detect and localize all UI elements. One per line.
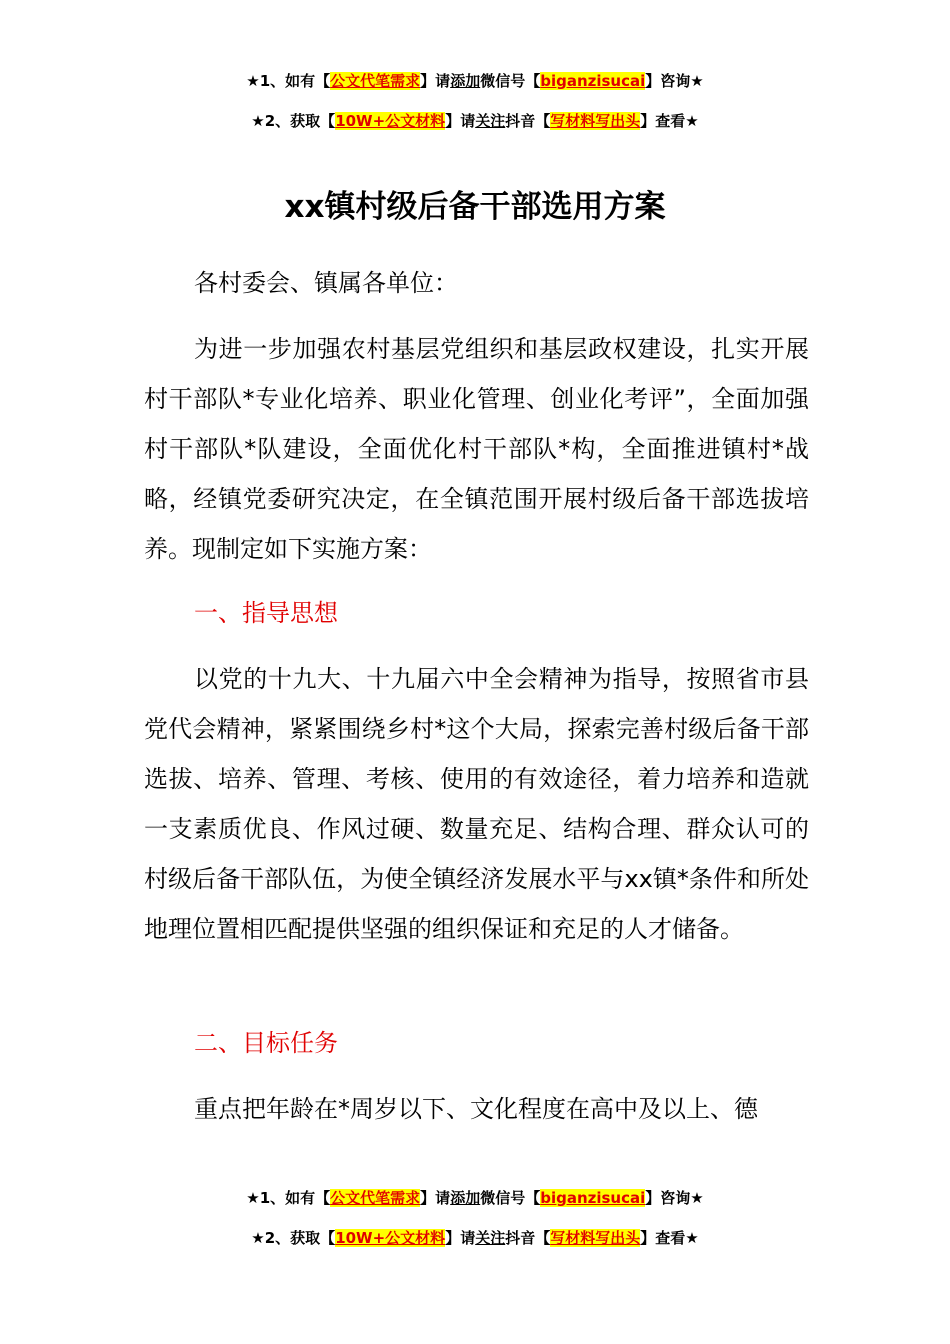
top-banner-line-2: [0, 109, 950, 133]
document-title: xx镇村级后备干部选用方案: [284, 189, 666, 225]
banner-text: ★1、如有【: [246, 72, 331, 90]
banner-text: 】请: [445, 112, 476, 130]
bottom-banner-line-2: [0, 1226, 950, 1250]
banner-text: ★2、获取【: [251, 1229, 336, 1247]
section-body-goals: 重点把年龄在*周岁以下、文化程度在高中及以上、德: [194, 1095, 758, 1123]
banner-text: 微信号【: [480, 72, 541, 90]
section-heading-guiding-ideology: 一、指导思想: [194, 599, 338, 627]
banner-highlight: 写材料写出头: [550, 112, 641, 130]
banner-highlight: 写材料写出头: [550, 1229, 641, 1247]
banner-underline: 添加: [450, 72, 481, 90]
banner-text: 】查看★: [640, 1229, 699, 1247]
banner-text: 】请: [420, 72, 451, 90]
banner-highlight: biganzisucai: [540, 72, 646, 90]
banner-highlight: 公文代笔需求: [330, 72, 421, 90]
banner-text: 】咨询★: [645, 72, 704, 90]
section-body-guiding-ideology: 以党的十九大、十九届六中全会精神为指导，按照省市县党代会精神，紧紧围绕乡村*这个大局，探索完善村级后备干部选拔、培养、管理、考核、使用的有效途径，着力培养和造就一支素质优良、作风过硬、数量充足、结构合理、群众认可的村级后备干部队伍，为使全镇经济发展水平与xx镇*条件和所处地理位置相匹配提供坚强的组织保证和充足的人才储备。: [144, 665, 809, 943]
banner-text: 抖音【: [505, 1229, 551, 1247]
banner-highlight: 10W+公文材料: [335, 112, 446, 130]
banner-text: 微信号【: [480, 1189, 541, 1207]
banner-text: ★1、如有【: [246, 1189, 331, 1207]
banner-highlight: biganzisucai: [540, 1189, 646, 1207]
salutation: 各村委会、镇属各单位：: [194, 269, 458, 297]
banner-text: 】请: [420, 1189, 451, 1207]
banner-highlight: 10W+公文材料: [335, 1229, 446, 1247]
banner-underline: 关注: [475, 112, 506, 130]
bottom-banner-line-1: [0, 1186, 950, 1210]
intro-paragraph: 为进一步加强农村基层党组织和基层政权建设，扎实开展村干部队*专业化培养、职业化管理、创业化考评”，全面加强村干部队*队建设，全面优化村干部队*构，全面推进镇村*战略，经镇党委研究决定，在全镇范围开展村级后备干部选拔培养。现制定如下实施方案：: [144, 335, 809, 563]
banner-highlight: 公文代笔需求: [330, 1189, 421, 1207]
banner-text: 】咨询★: [645, 1189, 704, 1207]
banner-underline: 添加: [450, 1189, 481, 1207]
banner-underline: 关注: [475, 1229, 506, 1247]
banner-text: 抖音【: [505, 112, 551, 130]
banner-text: 】请: [445, 1229, 476, 1247]
section-heading-goals: 二、目标任务: [194, 1029, 338, 1057]
banner-text: 】查看★: [640, 112, 699, 130]
top-banner-line-1: [0, 69, 950, 93]
banner-text: ★2、获取【: [251, 112, 336, 130]
